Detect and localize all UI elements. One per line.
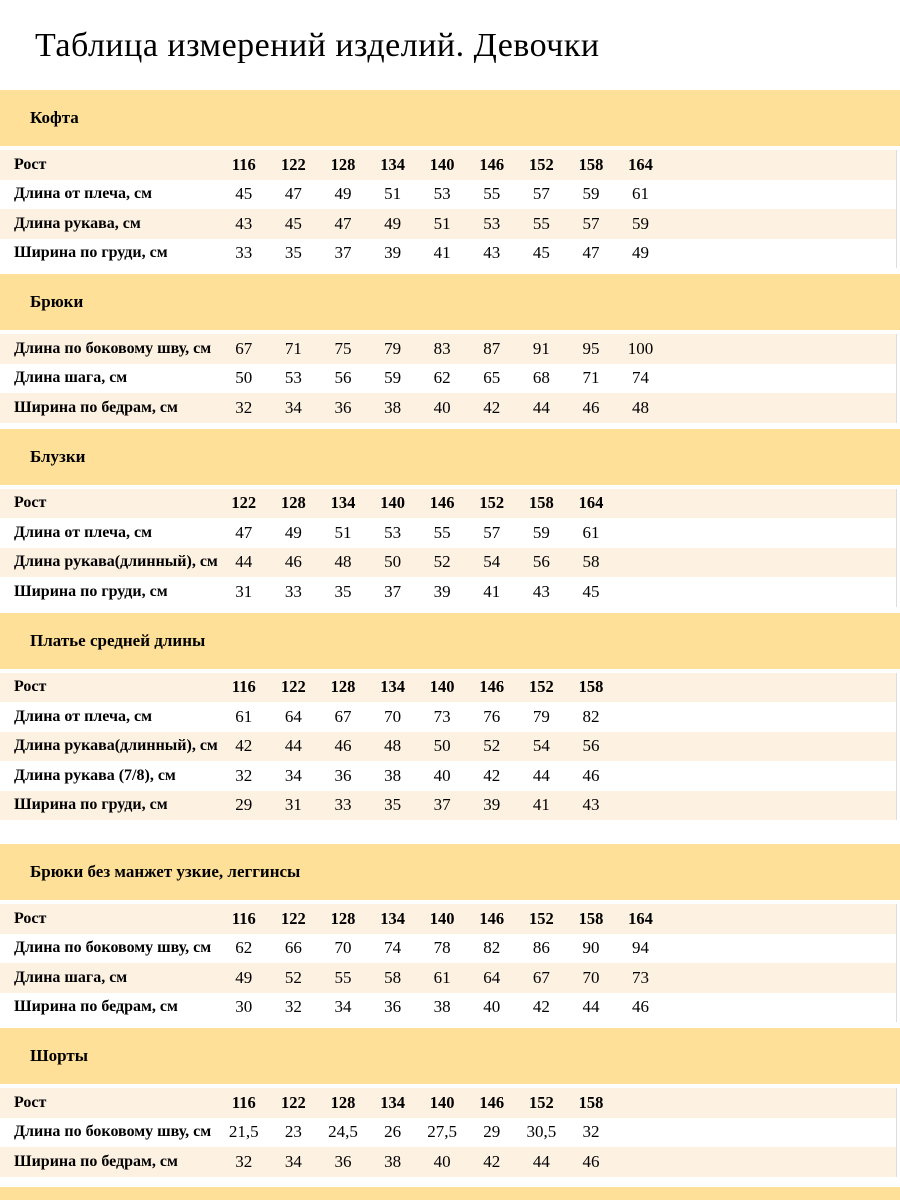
cell-value: 146 [479,908,505,928]
cell-value: 128 [330,154,356,174]
cell-value: 49 [284,522,302,542]
cell-value: 47 [334,213,352,233]
cell-value: 91 [532,338,550,358]
row-label: Длина по боковому шву, см [14,939,212,957]
cell-value: 59 [582,184,600,204]
cell-value: 46 [582,1151,600,1171]
cell-value: 62 [433,368,451,388]
cell-value: 146 [479,677,505,697]
cell-value: 32 [235,765,253,785]
cell-value: 78 [433,938,451,958]
cell-value: 27,5 [427,1122,458,1142]
cell-value: 54 [483,552,501,572]
cell-value: 53 [284,368,302,388]
cell-value: 47 [582,243,600,263]
cell-value: 37 [334,243,352,263]
cell-value: 134 [380,154,405,174]
table-row [0,334,897,364]
cell-value: 140 [429,1092,455,1112]
cell-value: 128 [281,493,306,513]
cell-value: 128 [330,677,356,697]
cell-value: 90 [582,938,600,958]
cell-value: 158 [578,908,604,928]
section-band [0,429,900,485]
cell-value: 50 [235,368,253,388]
section [0,274,900,423]
cell-value: 61 [433,967,451,987]
row-label: Длина по боковому шву, см [14,339,212,357]
table-row [0,180,897,210]
cell-value: 134 [330,493,356,513]
cell-value: 73 [433,706,451,726]
cell-value: 39 [483,795,501,815]
cell-value: 82 [582,706,600,726]
cell-value: 41 [532,795,550,815]
cell-value: 23 [284,1122,302,1142]
section-title: Блузки [30,446,86,466]
table-row [0,702,897,732]
section [0,1028,900,1177]
cell-value: 122 [231,493,257,513]
table-header-row [0,489,897,519]
cell-value: 46 [284,552,302,572]
cell-value: 43 [532,581,550,601]
table-row [0,548,897,578]
cell-value: 26 [384,1122,402,1142]
cell-value: 43 [235,213,253,233]
title-area [0,0,900,90]
cell-value: 146 [429,493,455,513]
cell-value: 134 [380,677,405,697]
cell-value: 64 [483,967,501,987]
cell-value: 67 [532,967,550,987]
cell-value: 33 [284,581,302,601]
table-row [0,791,897,821]
cell-value: 56 [334,368,352,388]
section-title: Платье средней длины [30,630,206,650]
cell-value: 41 [483,581,501,601]
cell-value: 42 [483,1151,501,1171]
cell-value: 43 [582,795,600,815]
table-row [0,577,897,607]
cell-value: 128 [330,908,356,928]
cell-value: 34 [334,997,352,1017]
cell-value: 37 [384,581,402,601]
cell-value: 74 [384,938,402,958]
row-label: Длина рукава (7/8), см [14,766,176,784]
cell-value: 71 [582,368,600,388]
cell-value: 116 [231,908,256,928]
cell-value: 40 [483,997,501,1017]
cell-value: 44 [284,736,302,756]
cell-value: 46 [632,997,650,1017]
cell-value: 40 [433,765,451,785]
section-title: Брюки без манжет узкие, леггинсы [30,862,301,881]
cell-value: 58 [384,967,402,987]
cell-value: 57 [483,522,501,542]
cell-value: 44 [532,1151,550,1171]
cell-value: 62 [235,938,253,958]
cell-value: 31 [284,795,302,815]
cell-value: 66 [284,938,302,958]
section-band [0,1028,900,1084]
cell-value: 38 [384,1151,402,1171]
cell-value: 152 [479,493,505,513]
cell-value: 61 [632,184,650,204]
cell-value: 45 [235,184,253,204]
cell-value: 164 [628,154,653,174]
cell-value: 38 [384,397,402,417]
row-label: Длина от плеча, см [14,707,152,725]
cell-value: 82 [483,938,501,958]
cell-value: 152 [528,154,554,174]
cell-value: 79 [532,706,550,726]
partial-next-section-band [0,1187,900,1200]
cell-value: 35 [384,795,402,815]
table-row [0,1147,897,1177]
cell-value: 152 [528,908,554,928]
cell-value: 122 [281,908,306,928]
cell-value: 34 [284,1151,302,1171]
section-band [0,274,900,330]
section [0,90,900,268]
cell-value: 48 [632,397,650,417]
cell-value: 83 [433,338,451,358]
cell-value: 122 [281,154,306,174]
table-row [0,209,897,239]
row-label: Рост [14,678,47,696]
cell-value: 35 [284,243,302,263]
row-label: Рост [14,494,47,512]
cell-value: 70 [334,938,352,958]
cell-value: 140 [429,908,455,928]
cell-value: 46 [582,397,600,417]
table-row [0,761,897,791]
table-header-row [0,150,897,180]
cell-value: 79 [384,338,402,358]
cell-value: 29 [483,1122,501,1142]
cell-value: 45 [532,243,550,263]
table-row [0,732,897,762]
cell-value: 65 [483,368,501,388]
cell-value: 44 [235,552,253,572]
cell-value: 86 [532,938,550,958]
table-row [0,393,897,423]
cell-value: 134 [380,1092,405,1112]
cell-value: 75 [334,338,352,358]
cell-value: 164 [578,493,604,513]
cell-value: 48 [334,552,352,572]
cell-value: 36 [384,997,402,1017]
cell-value: 71 [284,338,302,358]
cell-value: 33 [334,795,352,815]
cell-value: 158 [528,493,554,513]
cell-value: 42 [532,997,550,1017]
cell-value: 58 [582,552,600,572]
section-title: Шорты [30,1046,89,1065]
section [0,844,900,1022]
section-band [0,90,900,146]
cell-value: 45 [582,581,600,601]
cell-value: 44 [532,397,550,417]
cell-value: 38 [433,997,451,1017]
cell-value: 52 [483,736,501,756]
cell-value: 49 [235,967,253,987]
row-label: Длина рукава(длинный), см [14,553,218,571]
cell-value: 70 [384,706,402,726]
cell-value: 59 [384,368,402,388]
cell-value: 44 [532,765,550,785]
cell-value: 64 [284,706,302,726]
section-title: Кофта [30,108,79,127]
cell-value: 73 [632,967,650,987]
page-title: Таблица измерений изделий. Девочки [35,27,600,64]
table-row [0,1118,897,1148]
row-label: Длина шага, см [14,968,128,986]
cell-value: 59 [632,213,650,233]
cell-value: 67 [235,338,253,358]
cell-value: 42 [235,736,253,756]
cell-value: 55 [532,213,550,233]
cell-value: 140 [429,154,455,174]
cell-value: 87 [483,338,501,358]
cell-value: 21,5 [228,1122,259,1142]
cell-value: 31 [235,581,253,601]
cell-value: 32 [235,397,253,417]
row-label: Ширина по груди, см [14,244,168,262]
cell-value: 34 [284,397,302,417]
cell-value: 122 [281,1092,306,1112]
cell-value: 32 [284,997,302,1017]
cell-value: 36 [334,397,352,417]
cell-value: 30 [235,997,253,1017]
cell-value: 42 [483,397,501,417]
cell-value: 37 [433,795,451,815]
table-row [0,963,897,993]
cell-value: 30,5 [526,1122,557,1142]
cell-value: 38 [384,765,402,785]
cell-value: 61 [235,706,253,726]
row-label: Длина от плеча, см [14,185,152,203]
cell-value: 76 [483,706,501,726]
cell-value: 146 [479,154,505,174]
row-label: Длина от плеча, см [14,523,152,541]
cell-value: 50 [384,552,402,572]
row-label: Ширина по груди, см [14,796,168,814]
cell-value: 100 [627,338,654,358]
cell-value: 49 [632,243,650,263]
cell-value: 51 [433,213,451,233]
cell-value: 50 [433,736,451,756]
cell-value: 53 [483,213,501,233]
row-label: Ширина по бедрам, см [14,998,178,1016]
cell-value: 51 [334,522,352,542]
cell-value: 43 [483,243,501,263]
cell-value: 42 [483,765,501,785]
cell-value: 158 [578,1092,604,1112]
cell-value: 44 [582,997,600,1017]
cell-value: 158 [578,677,604,697]
cell-value: 57 [532,184,550,204]
cell-value: 59 [532,522,550,542]
cell-value: 122 [281,677,306,697]
cell-value: 116 [231,154,256,174]
cell-value: 164 [628,908,653,928]
row-label: Рост [14,1093,47,1111]
section [0,429,900,607]
cell-value: 56 [582,736,600,756]
row-label: Рост [14,155,47,173]
cell-value: 53 [384,522,402,542]
cell-value: 24,5 [328,1122,358,1142]
cell-value: 95 [582,338,600,358]
cell-value: 158 [578,154,604,174]
cell-value: 36 [334,765,352,785]
row-label: Длина рукава(длинный), см [14,737,218,755]
cell-value: 52 [284,967,302,987]
table-row [0,934,897,964]
cell-value: 45 [284,213,302,233]
cell-value: 33 [235,243,253,263]
cell-value: 40 [433,397,451,417]
sections-container [0,90,900,1177]
cell-value: 140 [429,677,455,697]
table-row [0,239,897,269]
cell-value: 35 [334,581,352,601]
cell-value: 74 [632,368,650,388]
row-label: Длина рукава, см [14,214,141,232]
cell-value: 116 [231,1092,256,1112]
cell-value: 140 [380,493,405,513]
cell-value: 70 [582,967,600,987]
table-header-row [0,904,897,934]
cell-value: 128 [330,1092,356,1112]
cell-value: 39 [384,243,402,263]
cell-value: 152 [528,1092,554,1112]
cell-value: 116 [231,677,256,697]
cell-value: 36 [334,1151,352,1171]
cell-value: 52 [433,552,451,572]
cell-value: 32 [582,1122,600,1142]
cell-value: 61 [582,522,600,542]
row-label: Длина по боковому шву, см [14,1123,212,1141]
cell-value: 56 [532,552,550,572]
section-band [0,844,900,900]
cell-value: 41 [433,243,451,263]
row-label: Ширина по бедрам, см [14,398,178,416]
cell-value: 94 [632,938,650,958]
cell-value: 67 [334,706,352,726]
cell-value: 47 [235,522,253,542]
cell-value: 46 [582,765,600,785]
section-title: Брюки [30,292,84,311]
section-band [0,613,900,669]
table-row [0,518,897,548]
table-header-row [0,1088,897,1118]
cell-value: 39 [433,581,451,601]
section [0,613,900,821]
cell-value: 55 [334,967,352,987]
cell-value: 55 [483,184,501,204]
cell-value: 152 [528,677,554,697]
row-label: Ширина по бедрам, см [14,1152,178,1170]
cell-value: 49 [334,184,352,204]
cell-value: 55 [433,522,451,542]
table-row [0,993,897,1023]
table-header-row [0,673,897,703]
cell-value: 32 [235,1151,253,1171]
table-row [0,364,897,394]
cell-value: 53 [433,184,451,204]
cell-value: 34 [284,765,302,785]
row-label: Длина шага, см [14,369,128,387]
cell-value: 48 [384,736,402,756]
cell-value: 29 [235,795,253,815]
cell-value: 47 [284,184,302,204]
cell-value: 51 [384,184,402,204]
cell-value: 40 [433,1151,451,1171]
cell-value: 49 [384,213,402,233]
cell-value: 57 [582,213,600,233]
cell-value: 46 [334,736,352,756]
row-label: Рост [14,909,47,927]
row-label: Ширина по груди, см [14,582,168,600]
cell-value: 146 [479,1092,505,1112]
cell-value: 134 [380,908,405,928]
cell-value: 54 [532,736,550,756]
cell-value: 68 [532,368,550,388]
